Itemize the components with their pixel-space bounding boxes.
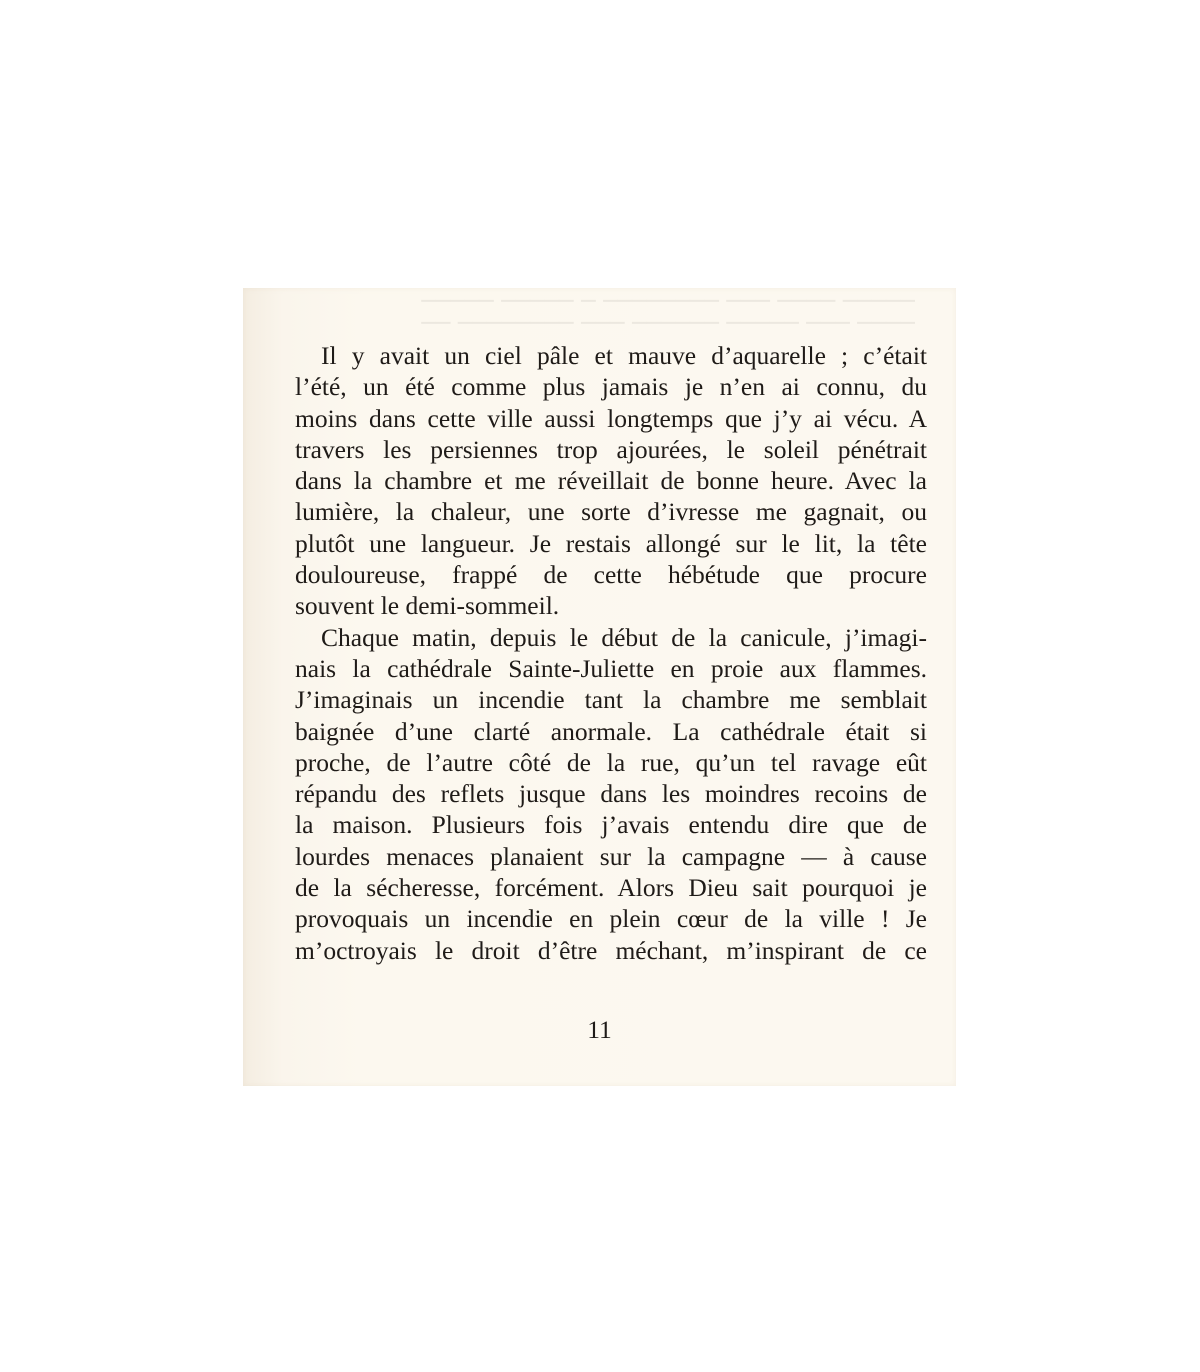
text-line: J’imaginais un incendie tant la chambre me semblait bbox=[295, 685, 927, 715]
page-number: 11 bbox=[587, 1015, 612, 1044]
text-line: douloureuse, frappé de cette hébétude que procure bbox=[295, 560, 927, 590]
text-line: dans la chambre et me réveillait de bonne heure. Avec la bbox=[295, 466, 927, 496]
text-line: de la sécheresse, forcément. Alors Dieu sait pourquoi je bbox=[295, 873, 927, 903]
text-line: la maison. Plusieurs fois j’avais entendu dire que de bbox=[295, 810, 927, 840]
text-line: lourdes menaces planaient sur la campagne — à cause bbox=[295, 841, 927, 871]
text-line: travers les persiennes trop ajourées, le soleil pénétrait bbox=[295, 434, 927, 464]
text-line: moins dans cette ville aussi longtemps que j’y ai vécu. A bbox=[295, 403, 927, 433]
text-line: plutôt une langueur. Je restais allongé sur le lit, la tête bbox=[295, 528, 927, 558]
text-line: nais la cathédrale Sainte-Juliette en proie aux flammes. bbox=[295, 653, 927, 683]
text-line: m’octroyais le droit d’être méchant, m’inspirant de ce bbox=[295, 935, 927, 965]
text-line: lumière, la chaleur, une sorte d’ivresse me gagnait, ou bbox=[295, 497, 927, 527]
text-line: souvent le demi-sommeil. bbox=[295, 591, 560, 621]
text-line: baignée d’une clarté anormale. La cathédrale était si bbox=[295, 716, 927, 746]
text-line: provoquais un incendie en plein cœur de la ville ! Je bbox=[295, 904, 927, 934]
text-line: Chaque matin, depuis le début de la canicule, j’imagi- bbox=[321, 622, 927, 652]
show-through-text: ───── ──── ─── ──────── ─ ───── ───── ──── ─── ───── ────── ─── ──────── ── bbox=[421, 290, 915, 330]
text-line: l’été, un été comme plus jamais je n’en ai connu, du bbox=[295, 372, 927, 402]
text-line: Il y avait un ciel pâle et mauve d’aquarelle ; c’était bbox=[321, 341, 927, 370]
body-text bbox=[295, 340, 927, 966]
text-line: répandu des reflets jusque dans les moindres recoins de bbox=[295, 779, 927, 809]
paragraph-2 bbox=[295, 622, 927, 966]
paragraph-1 bbox=[295, 340, 927, 622]
page-scan bbox=[243, 288, 956, 1086]
text-line: proche, de l’autre côté de la rue, qu’un tel ravage eût bbox=[295, 747, 927, 777]
